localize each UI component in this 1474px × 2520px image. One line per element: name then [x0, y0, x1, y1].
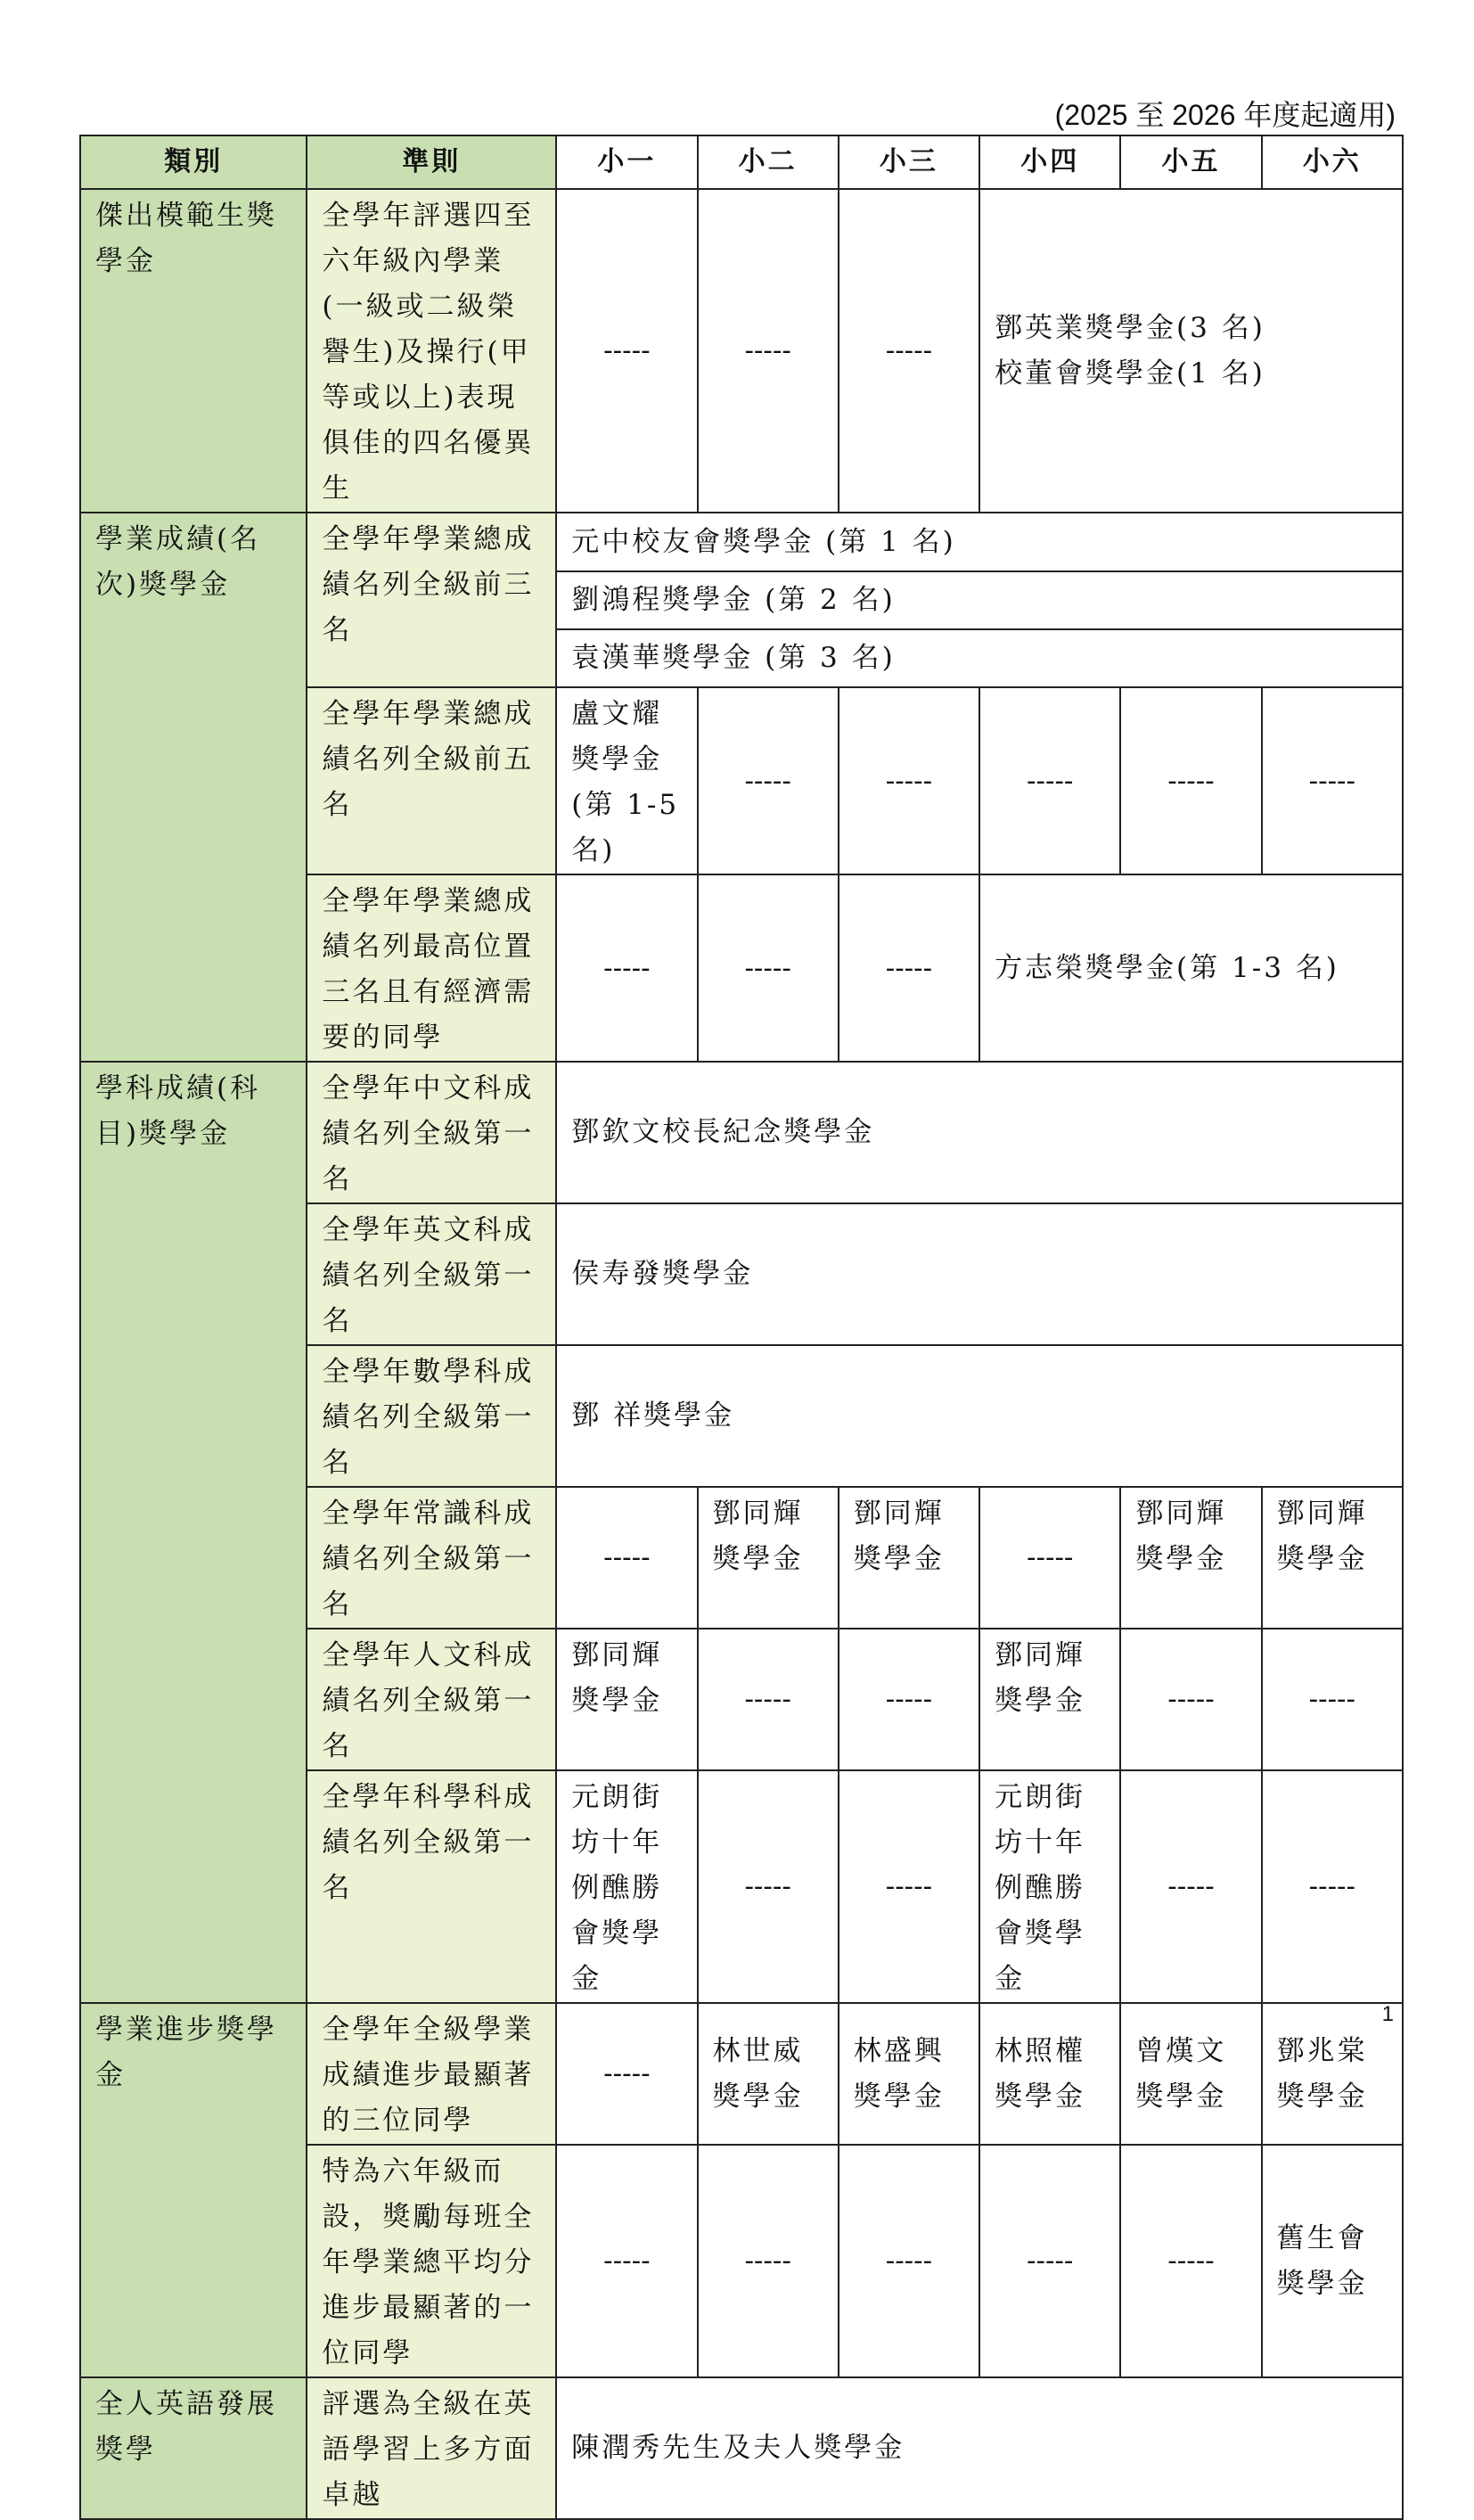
header-grade-p3: 小三 — [839, 135, 979, 189]
award-cell: 舊生會獎學金 — [1262, 2145, 1403, 2377]
empty-dash-cell: ----- — [839, 874, 979, 1062]
empty-dash-cell: ----- — [698, 189, 839, 513]
criteria-cell: 全學年數學科成績名列全級第一名 — [307, 1345, 556, 1487]
criteria-cell: 全學年人文科成績名列全級第一名 — [307, 1629, 556, 1770]
header-grade-p4: 小四 — [979, 135, 1120, 189]
empty-dash-cell: ----- — [1120, 1770, 1261, 2003]
award-cell: 鄧同輝獎學金 — [1120, 1487, 1261, 1629]
criteria-cell: 全學年科學科成績名列全級第一名 — [307, 1770, 556, 2003]
award-cell: 鄧兆棠獎學金 — [1262, 2003, 1403, 2145]
award-cell: 元朗街坊十年例醮勝會獎學金 — [556, 1770, 697, 2003]
award-cell: 林世威獎學金 — [698, 2003, 839, 2145]
header-category: 類別 — [80, 135, 307, 189]
award-cell: 鄧同輝獎學金 — [1262, 1487, 1403, 1629]
criteria-cell: 特為六年級而設，獎勵每班全年學業總平均分進步最顯著的一位同學 — [307, 2145, 556, 2377]
empty-dash-cell: ----- — [698, 874, 839, 1062]
empty-dash-cell: ----- — [698, 687, 839, 874]
header-grade-p1: 小一 — [556, 135, 697, 189]
empty-dash-cell: ----- — [839, 189, 979, 513]
award-cell: 林盛興獎學金 — [839, 2003, 979, 2145]
empty-dash-cell: ----- — [1262, 687, 1403, 874]
award-cell: 鄧同輝獎學金 — [839, 1487, 979, 1629]
award-cell: 元朗街坊十年例醮勝會獎學金 — [979, 1770, 1120, 2003]
empty-dash-cell: ----- — [698, 1629, 839, 1770]
award-line: 鄧英業獎學金(3 名) — [995, 311, 1265, 344]
award-cell: 盧文耀獎學金(第 1-5 名) — [556, 687, 697, 874]
award-cell: 鄧同輝獎學金 — [698, 1487, 839, 1629]
criteria-cell: 全學年學業總成績名列全級前五名 — [307, 687, 556, 874]
header-grade-p6: 小六 — [1262, 135, 1403, 189]
award-cell: 方志榮獎學金(第 1-3 名) — [979, 874, 1403, 1062]
applicability-note: (2025 至 2026 年度起適用) — [1054, 99, 1396, 131]
award-cell: 侯寿發獎學金 — [556, 1203, 1403, 1345]
empty-dash-cell: ----- — [1120, 2145, 1261, 2377]
criteria-cell: 全學年評選四至六年級內學業(一級或二級榮譽生)及操行(甲等或以上)表現俱佳的四名優異生 — [307, 189, 556, 513]
category-cell: 學業成績(名次)獎學金 — [80, 513, 307, 1062]
empty-dash-cell: ----- — [839, 2145, 979, 2377]
header-criteria: 準則 — [307, 135, 556, 189]
criteria-cell: 全學年英文科成績名列全級第一名 — [307, 1203, 556, 1345]
empty-dash-cell: ----- — [1120, 687, 1261, 874]
row-rank-top1 — [80, 513, 1403, 571]
award-cell: 鄧同輝獎學金 — [556, 1629, 697, 1770]
criteria-cell: 全學年學業總成績名列全級前三名 — [307, 513, 556, 687]
empty-dash-cell: ----- — [556, 1487, 697, 1629]
award-cell: 劉鴻程獎學金 (第 2 名) — [556, 571, 1403, 629]
empty-dash-cell: ----- — [556, 2003, 697, 2145]
empty-dash-cell: ----- — [839, 687, 979, 874]
award-cell: 陳潤秀先生及夫人獎學金 — [556, 2377, 1403, 2519]
empty-dash-cell: ----- — [556, 2145, 697, 2377]
empty-dash-cell: ----- — [1262, 1770, 1403, 2003]
empty-dash-cell: ----- — [698, 1770, 839, 2003]
award-cell — [979, 189, 1403, 513]
header-grade-p5: 小五 — [1120, 135, 1261, 189]
empty-dash-cell: ----- — [698, 2145, 839, 2377]
empty-dash-cell: ----- — [979, 1487, 1120, 1629]
award-cell: 元中校友會獎學金 (第 1 名) — [556, 513, 1403, 571]
award-line: 校董會獎學金(1 名) — [995, 357, 1265, 390]
category-cell: 學業進步獎學金 — [80, 2003, 307, 2377]
empty-dash-cell: ----- — [1120, 1629, 1261, 1770]
empty-dash-cell: ----- — [979, 2145, 1120, 2377]
criteria-cell: 評選為全級在英語學習上多方面卓越 — [307, 2377, 556, 2519]
award-cell: 鄧同輝獎學金 — [979, 1629, 1120, 1770]
empty-dash-cell: ----- — [839, 1770, 979, 2003]
category-cell: 傑出模範生獎學金 — [80, 189, 307, 513]
category-cell: 全人英語發展獎學 — [80, 2377, 307, 2519]
row-model-student — [80, 189, 1403, 513]
category-cell: 學科成績(科目)獎學金 — [80, 1062, 307, 2003]
criteria-cell: 全學年中文科成績名列全級第一名 — [307, 1062, 556, 1203]
empty-dash-cell: ----- — [1262, 1629, 1403, 1770]
header-grade-p2: 小二 — [698, 135, 839, 189]
empty-dash-cell: ----- — [979, 687, 1120, 874]
page-number: 1 — [1381, 2002, 1394, 2026]
award-cell: 鄧 祥獎學金 — [556, 1345, 1403, 1487]
empty-dash-cell: ----- — [839, 1629, 979, 1770]
criteria-cell: 全學年學業總成績名列最高位置三名且有經濟需要的同學 — [307, 874, 556, 1062]
row-progress-level — [80, 2003, 1403, 2145]
award-cell: 鄧欽文校長紀念獎學金 — [556, 1062, 1403, 1203]
award-cell: 袁漢華獎學金 (第 3 名) — [556, 629, 1403, 687]
empty-dash-cell: ----- — [556, 189, 697, 513]
row-english-development — [80, 2377, 1403, 2519]
row-subject-chinese — [80, 1062, 1403, 1203]
criteria-cell: 全學年常識科成績名列全級第一名 — [307, 1487, 556, 1629]
criteria-cell: 全學年全級學業成績進步最顯著的三位同學 — [307, 2003, 556, 2145]
scholarship-table — [79, 135, 1404, 2520]
award-cell: 林照權獎學金 — [979, 2003, 1120, 2145]
empty-dash-cell: ----- — [556, 874, 697, 1062]
award-cell: 曾熯文獎學金 — [1120, 2003, 1261, 2145]
header-row — [80, 135, 1403, 189]
